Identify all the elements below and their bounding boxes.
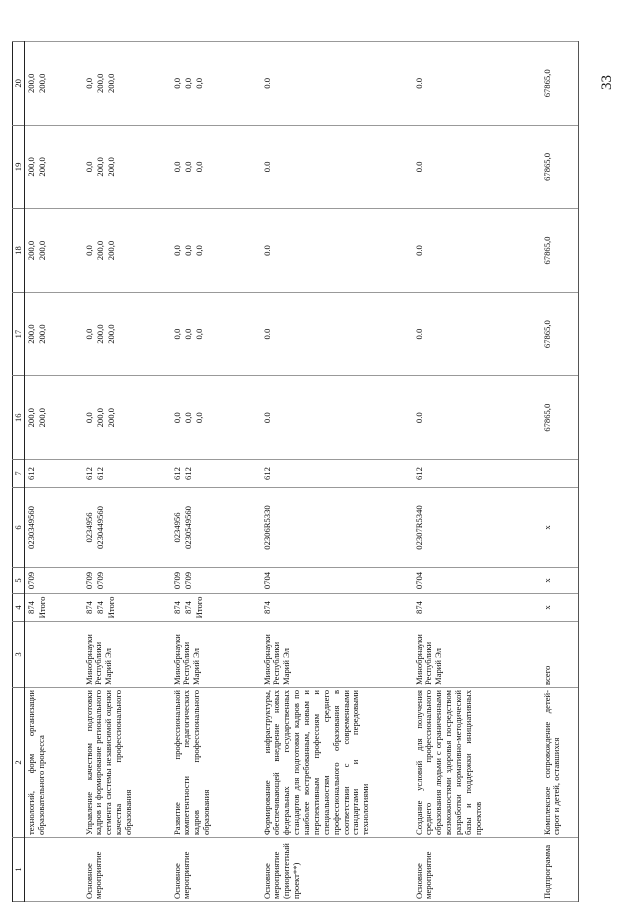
cell-value: 0.0 [261, 412, 272, 424]
cell-col-19 [541, 125, 579, 209]
cell-value: 200,0 [105, 240, 116, 261]
cell-col-20 [413, 42, 541, 126]
cell-value: Итого [105, 596, 116, 619]
cell-value: 0234956 [171, 512, 182, 543]
cell-value: x [541, 605, 552, 610]
cell-value: 0230549560 [182, 506, 193, 549]
column-header-3: 3 [13, 622, 25, 688]
cell-col-4 [413, 594, 541, 622]
cell-value: 0,0 [193, 161, 204, 173]
cell-col-1: Основное мероприятие [413, 838, 541, 902]
cell-value: 612 [413, 467, 424, 480]
cell-value: 0,0 [83, 245, 94, 256]
cell-col-7 [261, 460, 413, 488]
cell-value: 67865,0 [541, 236, 552, 265]
cell-col-19 [83, 125, 171, 209]
cell-value: 0709 [83, 571, 94, 590]
cell-col-2: Развитие профессиональной компетентности педагогических кадров профессионального образования [171, 688, 261, 838]
cell-col-18 [541, 209, 579, 293]
cell-col-17 [541, 292, 579, 376]
cell-value: 0.0 [261, 77, 272, 89]
cell-value: 0234956 [83, 512, 94, 543]
cell-value: 200,0 [94, 240, 105, 261]
cell-value: 200,0 [26, 408, 36, 428]
cell-value: 67865,0 [541, 320, 552, 349]
cell-value: 0709 [182, 571, 193, 590]
cell-col-6 [83, 488, 171, 568]
cell-col-4 [25, 594, 83, 622]
cell-col-1: Подпрограмма [541, 838, 579, 902]
cell-col-2: Управление качеством подготовки кадров и формирование регионального сегмента системы независимой оценки качества профессионального образования [83, 688, 171, 838]
table-row [83, 42, 171, 902]
cell-col-4 [541, 594, 579, 622]
cell-col-4 [171, 594, 261, 622]
cell-value: 0.0 [413, 328, 424, 340]
cell-col-17 [413, 292, 541, 376]
cell-col-7 [25, 460, 83, 488]
cell-value: 200,0 [37, 240, 47, 261]
cell-value: 02307R5340 [413, 505, 424, 550]
cell-col-6 [413, 488, 541, 568]
cell-col-2: Создание условий для получения среднего профессионального образования людьми с ограниченными возможностями здоровья посредством разработки нормативно-методической базы и поддержки инициативных проектов [413, 688, 541, 838]
cell-value: 0,0 [171, 161, 182, 173]
cell-value: 200,0 [37, 408, 47, 428]
cell-col-5 [413, 568, 541, 594]
cell-value: 0.0 [413, 77, 424, 89]
cell-col-1: Основное мероприятие [171, 838, 261, 902]
column-header-2: 2 [13, 688, 25, 838]
table-body [25, 42, 579, 902]
cell-col-19 [261, 125, 413, 209]
cell-value: 0709 [171, 571, 182, 590]
cell-value: 200,0 [26, 324, 36, 344]
cell-col-7 [413, 460, 541, 488]
cell-value: 0,0 [193, 77, 204, 89]
rotated-table-container [12, 42, 562, 902]
cell-col-16 [171, 376, 261, 460]
cell-col-5 [83, 568, 171, 594]
cell-value: 0704 [261, 571, 272, 590]
cell-value: 0.0 [261, 328, 272, 340]
cell-col-6 [541, 488, 579, 568]
cell-col-17 [83, 292, 171, 376]
cell-col-7 [83, 460, 171, 488]
cell-value: 200,0 [26, 157, 36, 177]
table-row [25, 42, 83, 902]
column-header-7: 7 [13, 460, 25, 488]
table-row [541, 42, 579, 902]
cell-col-7 [541, 460, 579, 488]
cell-col-20 [171, 42, 261, 126]
cell-col-17 [25, 292, 83, 376]
cell-value: 0,0 [182, 77, 193, 89]
cell-value: 0,0 [83, 412, 94, 424]
cell-col-18 [171, 209, 261, 293]
cell-col-18 [25, 209, 83, 293]
cell-value: 0230449560 [94, 506, 105, 549]
cell-value: 874 [26, 601, 36, 614]
cell-col-3: Минобрнауки Республики Марий Эл [171, 622, 261, 688]
cell-col-16 [25, 376, 83, 460]
cell-value: 612 [171, 467, 182, 480]
cell-value: 200,0 [37, 73, 47, 93]
page-number: 33 [599, 75, 615, 90]
cell-value: 0,0 [171, 77, 182, 89]
cell-col-16 [413, 376, 541, 460]
cell-value: Итого [193, 596, 204, 619]
cell-value: 200,0 [37, 324, 47, 344]
cell-value: x [541, 525, 552, 530]
cell-value: 0,0 [193, 412, 204, 424]
cell-col-2: Формирование инфраструктуры, обеспечивающей внедрение новых федеральных государственных стандартов для подготовки кадров по наиболее востребованным, новым и перспективным профессиям и специальностям среднего профессионального образования в соответствии с современными стандартами и передовыми технологиями [261, 688, 413, 838]
cell-value: 67865,0 [541, 152, 552, 181]
cell-value: 200,0 [94, 324, 105, 344]
cell-col-5 [171, 568, 261, 594]
cell-value: 874 [182, 601, 193, 614]
cell-value: 0,0 [83, 77, 94, 89]
cell-value: 874 [261, 601, 272, 614]
cell-col-3: Минобрнауки Республики Марий Эл [413, 622, 541, 688]
cell-value: 0230349560 [26, 506, 36, 549]
cell-value: 200,0 [105, 324, 116, 344]
table-row [413, 42, 541, 902]
cell-value: 612 [94, 467, 105, 480]
cell-col-4 [83, 594, 171, 622]
cell-col-20 [25, 42, 83, 126]
cell-col-3: всего [541, 622, 579, 688]
cell-col-6 [25, 488, 83, 568]
cell-col-3 [25, 622, 83, 688]
cell-value: 612 [182, 467, 193, 480]
cell-value: 200,0 [105, 408, 116, 428]
cell-col-3: Минобрнауки Республики Марий Эл [261, 622, 413, 688]
cell-value: 67865,0 [541, 69, 552, 98]
cell-value: 0,0 [182, 161, 193, 173]
cell-col-5 [25, 568, 83, 594]
cell-value: 200,0 [105, 73, 116, 93]
cell-col-18 [413, 209, 541, 293]
cell-value [543, 462, 554, 485]
cell-value: 0,0 [182, 328, 193, 340]
table-header-row [13, 42, 25, 902]
cell-col-19 [25, 125, 83, 209]
cell-value: 200,0 [94, 73, 105, 93]
column-header-16: 16 [13, 376, 25, 460]
cell-value: 200,0 [26, 73, 36, 93]
cell-col-1: Основное мероприятие (приоритетный проект**) [261, 838, 413, 902]
cell-value: 0709 [26, 571, 36, 590]
cell-value: 67865,0 [541, 403, 552, 432]
cell-col-17 [171, 292, 261, 376]
cell-col-16 [541, 376, 579, 460]
cell-value: x [541, 578, 552, 583]
cell-value: 612 [261, 467, 272, 480]
cell-col-3: Минобрнауки Республики Марий Эл [83, 622, 171, 688]
cell-value: 0704 [413, 571, 424, 590]
cell-col-7 [171, 460, 261, 488]
table-row [261, 42, 413, 902]
cell-value: Итого [37, 596, 47, 619]
cell-value: 0.0 [261, 245, 272, 256]
cell-col-16 [261, 376, 413, 460]
cell-value: 0,0 [171, 328, 182, 340]
cell-col-5 [261, 568, 413, 594]
column-header-20: 20 [13, 42, 25, 126]
column-header-4: 4 [13, 594, 25, 622]
cell-value: 200,0 [94, 408, 105, 428]
cell-col-1 [25, 838, 83, 902]
cell-col-2: технологий, форм организации образовательного процесса [25, 688, 83, 838]
cell-col-20 [541, 42, 579, 126]
cell-value: 200,0 [26, 240, 36, 261]
cell-col-17 [261, 292, 413, 376]
cell-value: 200,0 [94, 157, 105, 177]
cell-col-4 [261, 594, 413, 622]
cell-col-5 [541, 568, 579, 594]
cell-value: 874 [413, 601, 424, 614]
column-header-18: 18 [13, 209, 25, 293]
column-header-1: 1 [13, 838, 25, 902]
cell-value: 0,0 [83, 161, 94, 173]
column-header-17: 17 [13, 292, 25, 376]
cell-value: 200,0 [37, 157, 47, 177]
cell-value: 0,0 [193, 328, 204, 340]
cell-value: 612 [26, 467, 36, 480]
cell-value: 0,0 [182, 412, 193, 424]
cell-col-6 [261, 488, 413, 568]
cell-value: 0.0 [413, 161, 424, 173]
column-header-19: 19 [13, 125, 25, 209]
cell-value: 0709 [94, 571, 105, 590]
cell-value: 874 [171, 601, 182, 614]
column-header-5: 5 [13, 568, 25, 594]
cell-col-20 [83, 42, 171, 126]
cell-value: 612 [83, 467, 94, 480]
cell-value: 874 [94, 601, 105, 614]
cell-value: 0,0 [171, 412, 182, 424]
cell-value: 200,0 [105, 157, 116, 177]
cell-value: 0.0 [261, 161, 272, 173]
table-row [171, 42, 261, 902]
cell-value: 02306R5330 [261, 505, 272, 550]
cell-value: 0.0 [413, 412, 424, 424]
cell-value: 0.0 [413, 245, 424, 256]
cell-col-6 [171, 488, 261, 568]
cell-value: 0,0 [171, 245, 182, 256]
column-header-6: 6 [13, 488, 25, 568]
cell-col-19 [413, 125, 541, 209]
budget-table [12, 41, 579, 902]
cell-col-20 [261, 42, 413, 126]
cell-value: 0,0 [182, 245, 193, 256]
cell-value: 0,0 [193, 245, 204, 256]
cell-col-19 [171, 125, 261, 209]
cell-col-18 [83, 209, 171, 293]
cell-col-1: Основное мероприятие [83, 838, 171, 902]
cell-col-16 [83, 376, 171, 460]
cell-col-18 [261, 209, 413, 293]
cell-value: 0,0 [83, 328, 94, 340]
cell-col-2: Комплексное сопровождение детей-сирот и детей, оставшихся [541, 688, 579, 838]
cell-value: 874 [83, 601, 94, 614]
